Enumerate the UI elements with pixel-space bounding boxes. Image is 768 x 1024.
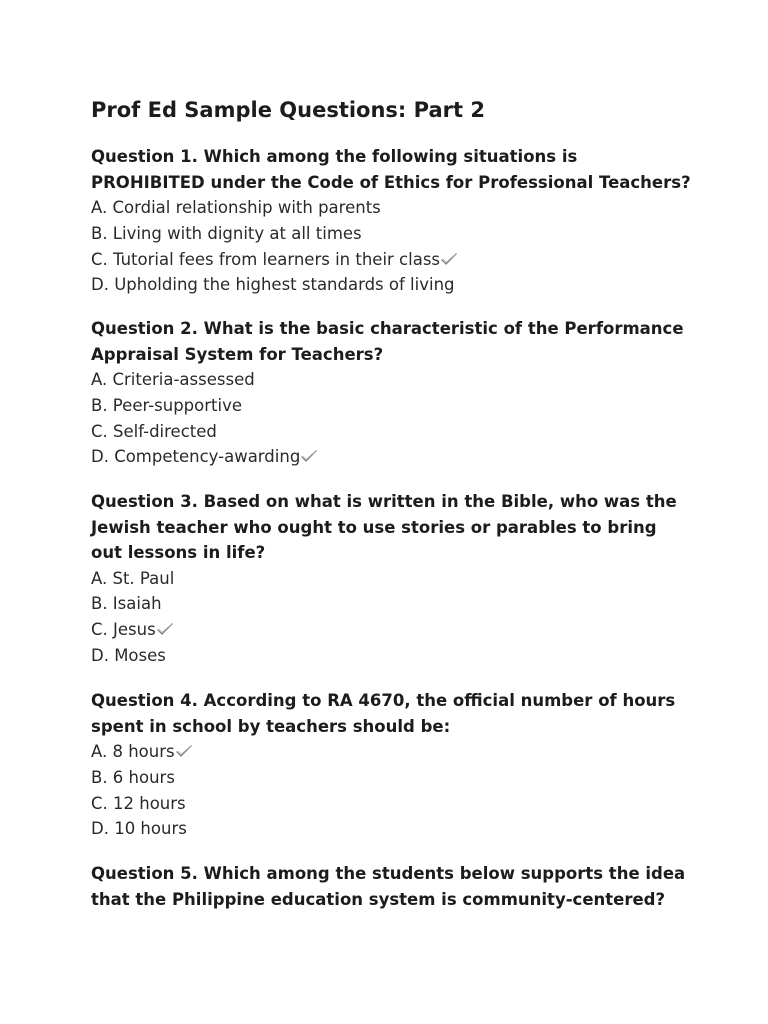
answer-choices	[91, 566, 691, 669]
check-mark-icon	[175, 744, 193, 758]
question-3	[91, 489, 691, 669]
question-text: Question 4. According to RA 4670, the official number of hours spent in school by teachers should be:	[91, 691, 676, 736]
answer-choices	[91, 195, 691, 298]
question-2	[91, 316, 691, 470]
answer-choice: C. 12 hours	[91, 793, 186, 813]
answer-choice: B. 6 hours	[91, 767, 175, 787]
answer-choice: B. Isaiah	[91, 594, 162, 614]
check-mark-icon	[440, 252, 458, 266]
question-4	[91, 688, 691, 842]
check-mark-icon	[156, 622, 174, 636]
question-text: Question 2. What is the basic characteristic of the Performance Appraisal System for Teachers?	[91, 319, 684, 364]
answer-choice: D. Moses	[91, 645, 166, 665]
question-text: Question 3. Based on what is written in the Bible, who was the Jewish teacher who ought to use stories or parables to bring out lessons in life?	[91, 492, 677, 562]
answer-choice-correct: C. Jesus	[91, 617, 691, 643]
answer-choices	[91, 367, 691, 470]
question-text: Question 5. Which among the students below supports the idea that the Philippine education system is community-centered?	[91, 864, 686, 909]
answer-choices	[91, 739, 691, 842]
question-5	[91, 861, 691, 912]
check-mark-icon	[300, 449, 318, 463]
answer-choice: B. Peer-supportive	[91, 395, 243, 415]
answer-choice: A. Criteria-assessed	[91, 370, 255, 389]
answer-choice: A. Cordial relationship with parents	[91, 198, 381, 217]
answer-choice: D. 10 hours	[91, 819, 187, 839]
answer-choice-correct: D. Competency-awarding	[91, 444, 691, 470]
page-title: Prof Ed Sample Questions: Part 2	[91, 98, 485, 122]
answer-choice: D. Upholding the highest standards of living	[91, 275, 455, 295]
answer-choice-correct: C. Tutorial fees from learners in their class	[91, 247, 691, 273]
question-1	[91, 144, 691, 298]
question-text: Question 1. Which among the following situations is PROHIBITED under the Code of Ethics for Professional Teachers?	[91, 147, 691, 192]
answer-choice: B. Living with dignity at all times	[91, 223, 362, 243]
answer-choice-correct: A. 8 hours	[91, 739, 691, 765]
answer-choice: A. St. Paul	[91, 568, 175, 588]
answer-choice: C. Self-directed	[91, 421, 217, 441]
